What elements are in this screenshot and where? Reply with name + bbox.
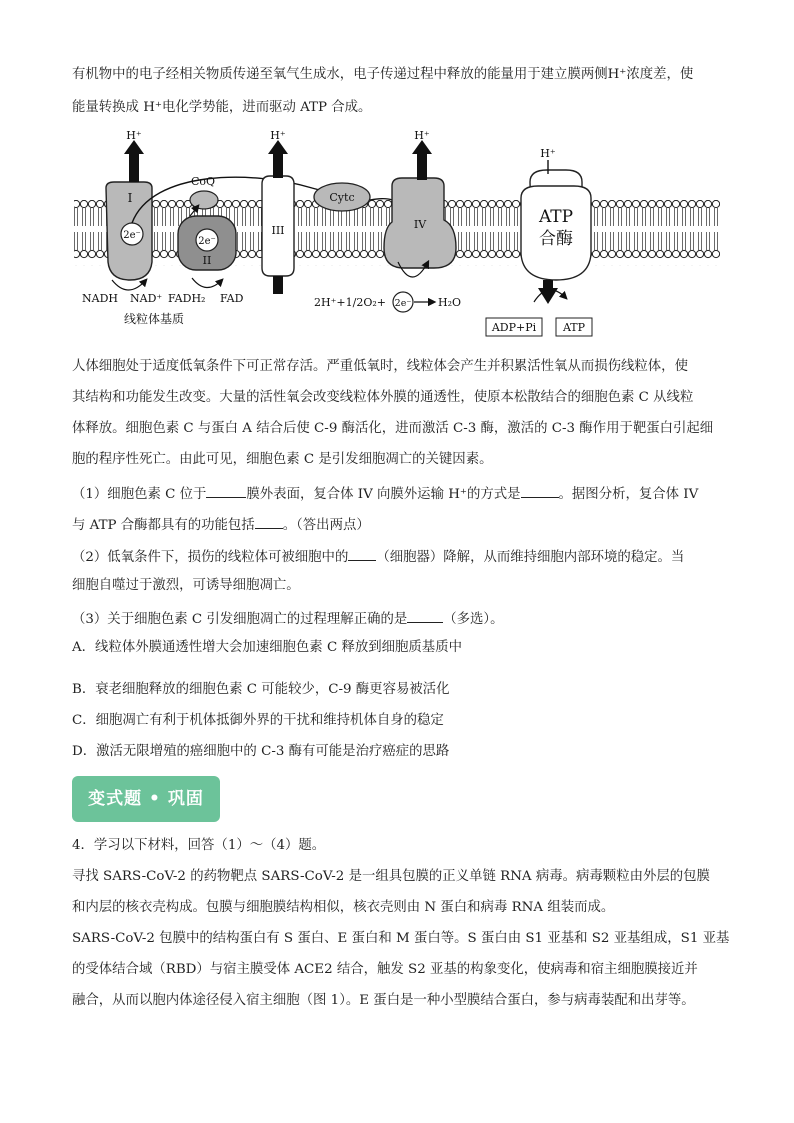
complex-2-label: II [202, 254, 212, 267]
electron-3-label: 2e⁻ [394, 298, 412, 309]
h-plus-label-1: H⁺ [126, 130, 142, 142]
option-b[interactable]: B．衰老细胞释放的细胞色素 C 可能较少，C-9 酶更容易被活化 [72, 682, 450, 697]
h-plus-label-3: H⁺ [414, 130, 430, 142]
fad-label: FAD [220, 292, 244, 305]
h-plus-label-2: H⁺ [270, 130, 286, 142]
complex-4 [384, 178, 456, 268]
answer-blank-3[interactable] [255, 514, 283, 529]
answer-blank-1[interactable] [206, 483, 246, 498]
question-3-line: （3）关于细胞色素 C 引发细胞凋亡的过程理解正确的是 （多选）。 [72, 608, 504, 629]
material-line-3: SARS-CoV-2 包膜中的结构蛋白有 S 蛋白、E 蛋白和 M 蛋白等。S 蛋白由 S1 亚基和 S2 亚基组成，S1 亚基 [72, 931, 730, 946]
intro-line-2: 能量转换成 H⁺电化学势能，进而驱动 ATP 合成。 [72, 100, 372, 115]
complex-4-label: IV [413, 218, 427, 231]
atp-synthase [521, 170, 591, 280]
material-line-5: 融合，从而以胞内体途径侵入宿主细胞（图 1）。E 蛋白是一种小型膜结合蛋白，参与病毒装配和出芽等。 [72, 993, 695, 1008]
h-plus-arrow-3 [412, 130, 432, 180]
complex-2 [178, 216, 236, 270]
material-line-2: 和内层的核衣壳构成。包膜与细胞膜结构相似，核衣壳则由 N 蛋白和病毒 RNA 组装而成。 [72, 900, 615, 915]
question-1-line-1: （1）细胞色素 C 位于 膜外表面，复合体 IV 向膜外运输 H⁺的方式是 。据图分析，复合体 IV [72, 483, 698, 504]
complex-3-label: III [271, 224, 285, 237]
passage-line-4: 胞的程序性死亡。由此可见，细胞色素 C 是引发细胞凋亡的关键因素。 [72, 452, 493, 467]
h-plus-label-4: H⁺ [540, 147, 556, 160]
electron-2-label: 2e⁻ [198, 236, 216, 247]
passage-line-3: 体释放。细胞色素 C 与蛋白 A 结合后使 C-9 酶活化，进而激活 C-3 酶，激活的 C-3 酶作用于靶蛋白引起细 [72, 421, 714, 436]
electron-1-label: 2e⁻ [123, 230, 141, 241]
answer-blank-5[interactable] [407, 608, 443, 623]
atp-synthase-label-1: ATP [538, 207, 574, 227]
atp-label: ATP [562, 321, 586, 334]
complex-1-label: I [127, 191, 133, 205]
material-line-1: 寻找 SARS-CoV-2 的药物靶点 SARS-CoV-2 是一组具包膜的正义单链 RNA 病毒。病毒颗粒由外层的包膜 [72, 869, 710, 884]
option-c[interactable]: C．细胞凋亡有利于机体抵御外界的干扰和维持机体自身的稳定 [72, 713, 444, 728]
h-plus-arrow-1 [124, 130, 144, 182]
fadh2-label: FADH₂ [168, 292, 206, 305]
passage-line-1: 人体细胞处于适度低氧条件下可正常存活。严重低氧时，线粒体会产生并积累活性氧从而损伤线粒体，使 [72, 359, 688, 374]
cytc [314, 183, 370, 211]
question-4-intro: 4．学习以下材料，回答（1）～（4）题。 [72, 838, 326, 853]
water-left-label: 2H⁺+1/2O₂+ [314, 296, 386, 309]
section-badge: 变式题 • 巩固 [72, 776, 220, 822]
answer-blank-2[interactable] [521, 483, 559, 498]
material-line-4: 的受体结合域（RBD）与宿主膜受体 ACE2 结合，触发 S2 亚基的构象变化，使病毒和宿主细胞膜接近并 [72, 962, 698, 977]
matrix-label: 线粒体基质 [124, 312, 185, 326]
cytc-label: Cytc [329, 191, 355, 204]
nad-label: NAD⁺ [130, 292, 163, 305]
answer-blank-4[interactable] [348, 546, 376, 561]
intro-line-1: 有机物中的电子经相关物质传递至氧气生成水，电子传递过程中释放的能量用于建立膜两侧H⁺浓度差，使 [72, 67, 694, 82]
water-right-label: H₂O [438, 296, 462, 309]
question-2-line-1: （2）低氧条件下，损伤的线粒体可被细胞中的 （细胞器）降解，从而维持细胞内部环境的稳定。当 [72, 546, 684, 567]
question-2-line-2: 细胞自噬过于激烈，可诱导细胞凋亡。 [72, 578, 300, 593]
coq-label: CoQ [190, 175, 216, 188]
fadh2-arrow [192, 278, 222, 288]
electron-transport-chain-diagram [72, 130, 722, 342]
coq [190, 175, 218, 209]
passage-line-2: 其结构和功能发生改变。大量的活性氧会改变线粒体外膜的通透性，使原本松散结合的细胞色素 C 从线粒 [72, 390, 694, 405]
adp-label: ADP+Pi [491, 321, 537, 334]
nadh-label: NADH [82, 292, 118, 305]
atp-synthase-label-2: 合酶 [539, 229, 573, 249]
question-1-line-2: 与 ATP 合酶都具有的功能包括 。（答出两点） [72, 514, 370, 535]
option-a[interactable]: A．线粒体外膜通透性增大会加速细胞色素 C 释放到细胞质基质中 [72, 640, 462, 655]
nadh-arrow [112, 280, 146, 290]
option-d[interactable]: D．激活无限增殖的癌细胞中的 C-3 酶有可能是治疗癌症的思路 [72, 744, 450, 759]
complex-3 [262, 176, 294, 276]
